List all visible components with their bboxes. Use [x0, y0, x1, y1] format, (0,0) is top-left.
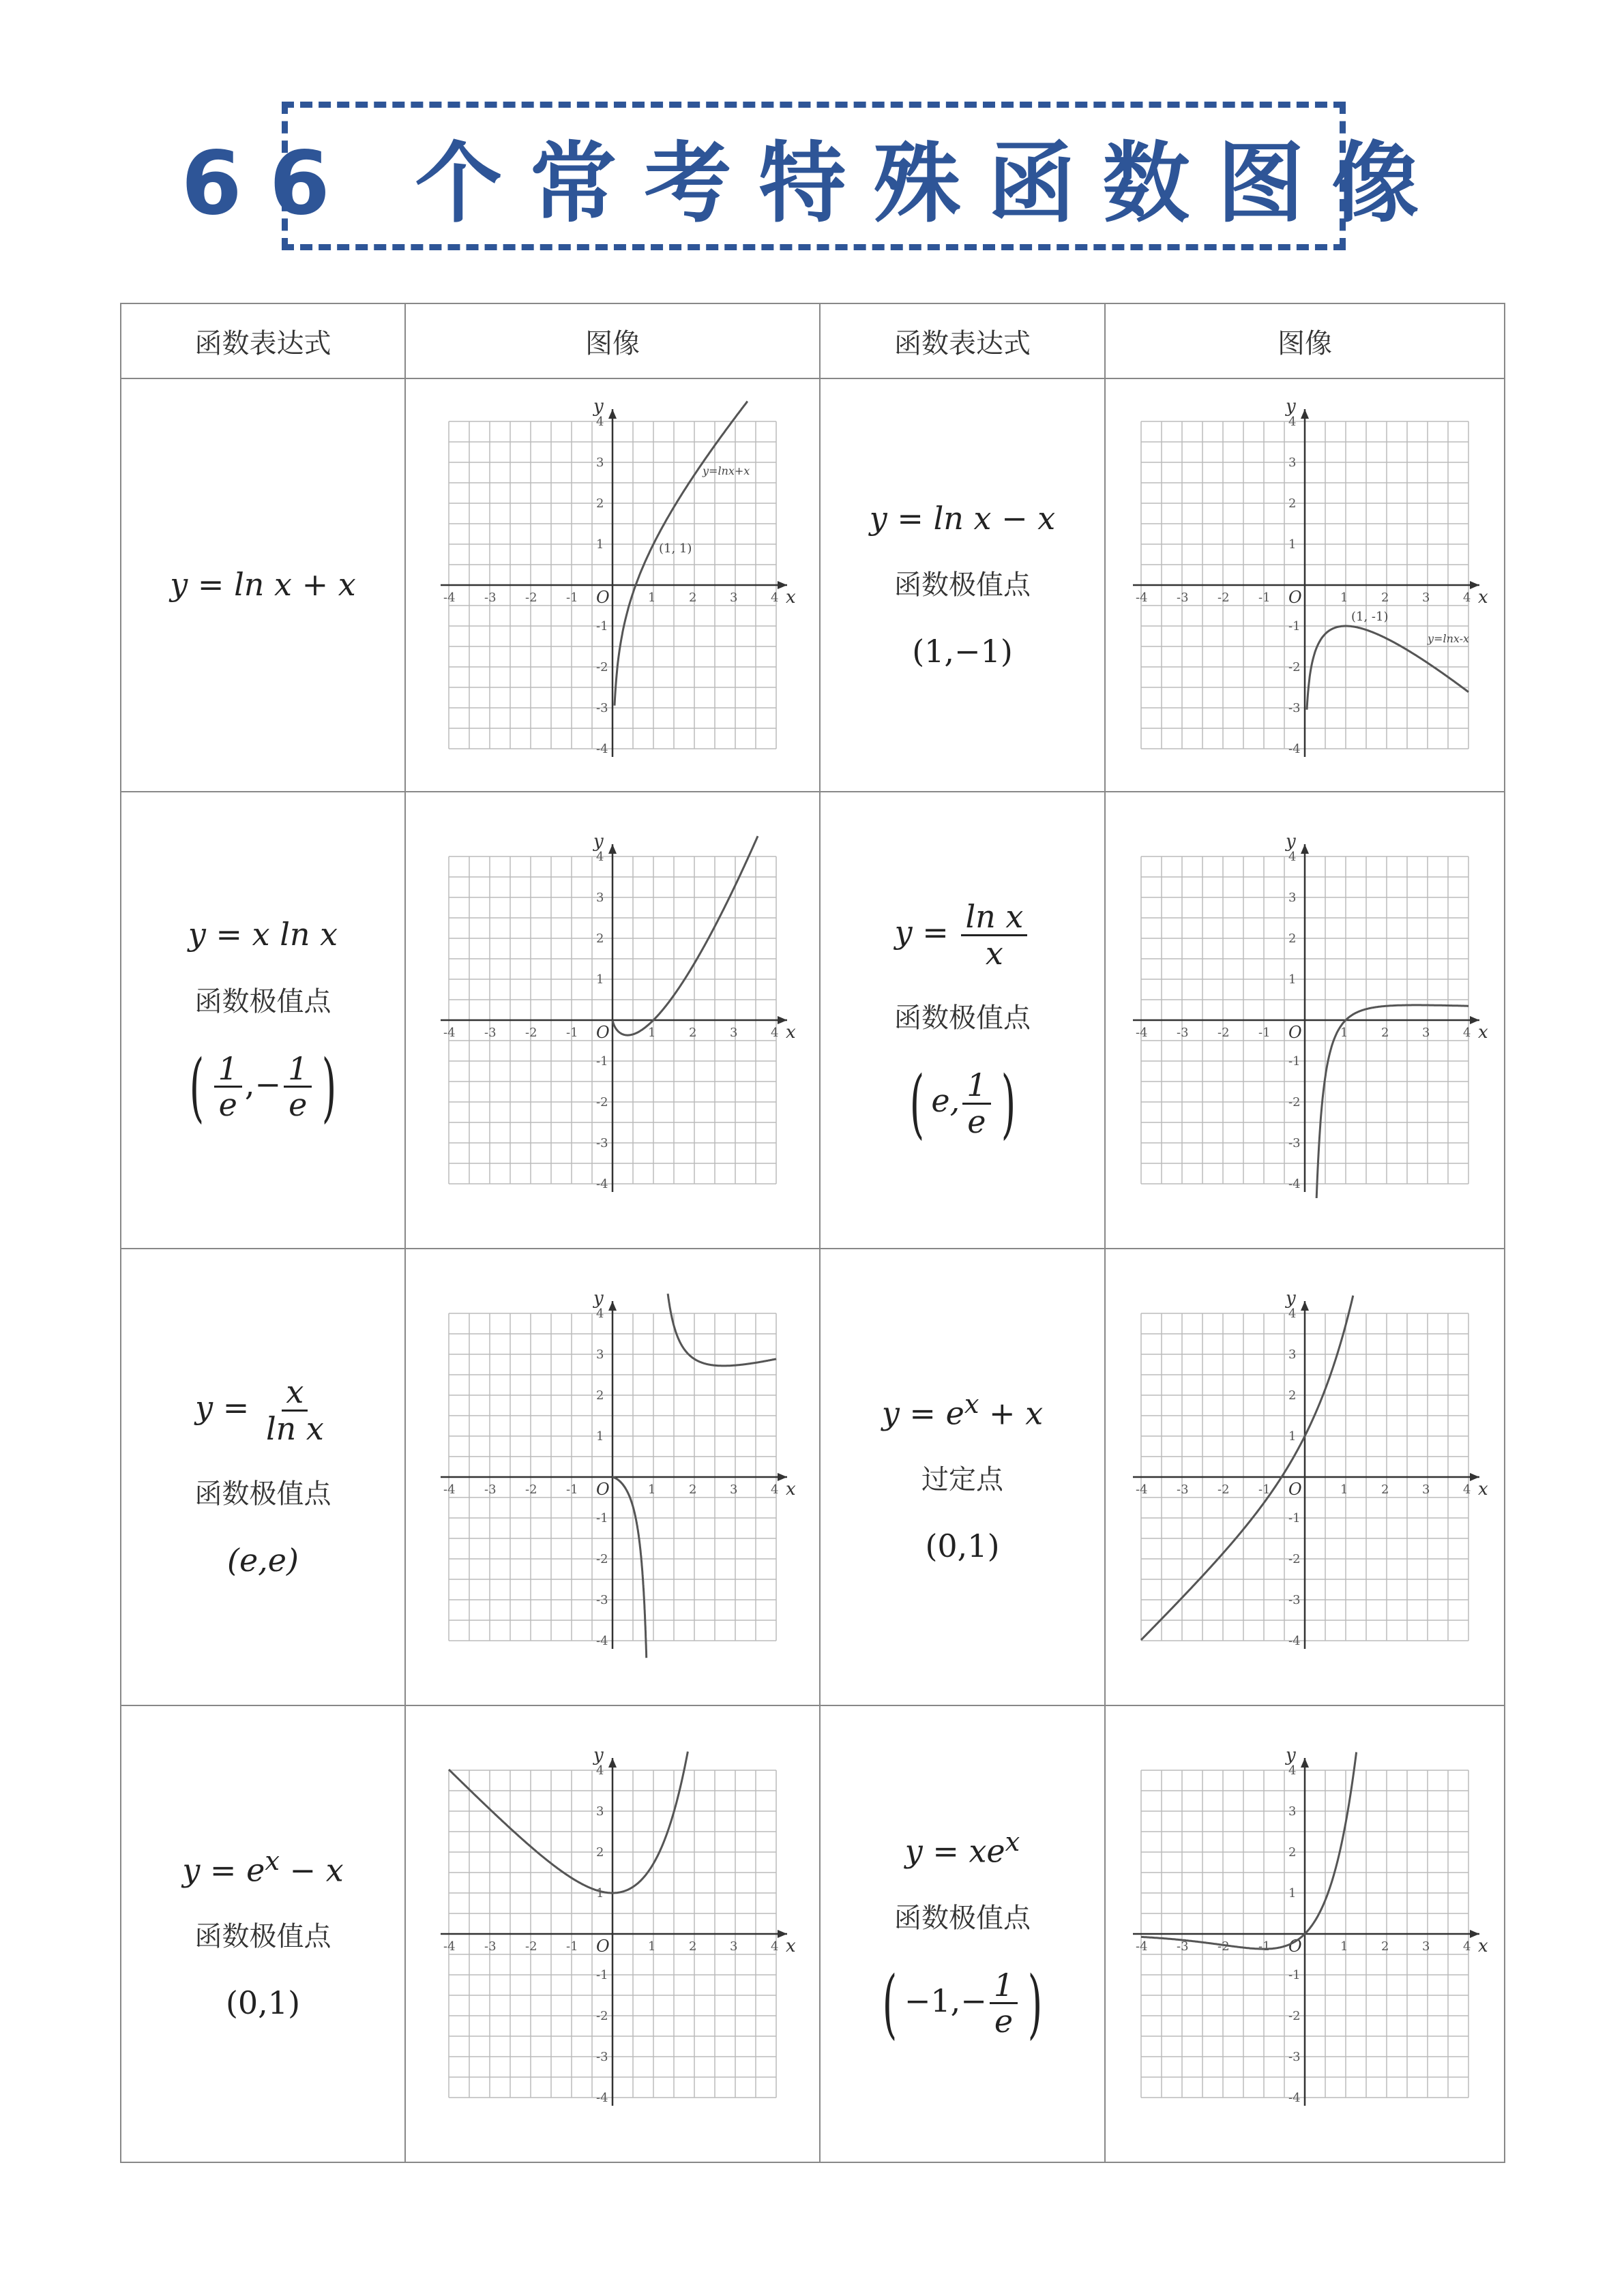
x-tick-label: 3: [1422, 591, 1430, 605]
graph-cell: [405, 378, 820, 792]
graph-cell: [1105, 1249, 1505, 1705]
y-tick-label: -2: [596, 660, 608, 674]
x-tick-label: -2: [525, 1482, 537, 1497]
x-axis-label: x: [1478, 587, 1488, 608]
header-expression-2: 函数表达式: [820, 303, 1105, 378]
y-tick-label: -3: [596, 701, 608, 715]
x-tick-label: 3: [1422, 1939, 1430, 1954]
note-label: 函数极值点: [194, 985, 331, 1017]
x-axis-label: x: [1478, 1022, 1488, 1043]
x-tick-label: 1: [1340, 1939, 1348, 1954]
y-tick-label: -4: [596, 1177, 608, 1191]
y-axis-arrow: [1301, 844, 1309, 854]
note-label: 过定点: [921, 1464, 1003, 1496]
graph-cell: [1105, 1705, 1505, 2162]
y-tick-label: -1: [596, 1054, 608, 1069]
curve-label: y=lnx+x: [703, 464, 750, 477]
x-tick-label: -3: [484, 1026, 497, 1040]
x-tick-label: 2: [1381, 591, 1389, 605]
origin-label: O: [596, 588, 610, 607]
x-tick-label: -1: [566, 1939, 578, 1954]
y-axis-label: y: [1286, 396, 1296, 417]
function-graph: [422, 394, 803, 776]
y-tick-label: 2: [596, 1845, 604, 1860]
y-tick-label: 4: [1288, 1307, 1297, 1321]
point-annotation: (1, 1): [659, 541, 692, 556]
y-tick-label: 4: [1288, 415, 1297, 429]
y-tick-label: 4: [596, 850, 604, 864]
x-tick-label: 4: [1463, 1939, 1471, 1954]
x-tick-label: -1: [1258, 1482, 1271, 1497]
origin-label: O: [1288, 1480, 1302, 1499]
x-tick-label: -1: [1258, 1026, 1271, 1040]
y-tick-label: 1: [596, 972, 604, 987]
x-tick-label: -3: [484, 591, 497, 605]
y-tick-label: -4: [1288, 742, 1301, 756]
y-axis-label: y: [1286, 1745, 1296, 1765]
graph-cell: [405, 1249, 820, 1705]
x-tick-label: 4: [771, 1026, 779, 1040]
header-image-2: 图像: [1105, 303, 1505, 378]
note-label: 函数极值点: [894, 1002, 1031, 1034]
x-axis-label: x: [1478, 1936, 1488, 1956]
y-axis-label: y: [593, 1745, 604, 1765]
y-tick-label: -2: [1288, 2009, 1301, 2023]
expression: $y = e^x + x$: [881, 1388, 1044, 1431]
point-value: ( −1,− $\frac{1}{e}$ ): [882, 1959, 1043, 2047]
x-tick-label: -4: [443, 1939, 456, 1954]
y-tick-label: 2: [1288, 496, 1297, 511]
y-tick-label: 3: [1288, 456, 1297, 470]
x-tick-label: 3: [1422, 1482, 1430, 1497]
y-tick-label: 1: [1288, 537, 1297, 552]
x-tick-label: -2: [1217, 591, 1230, 605]
x-tick-label: -3: [1177, 1482, 1189, 1497]
y-tick-label: 2: [1288, 1845, 1297, 1860]
y-tick-label: -3: [596, 2050, 608, 2064]
function-table: [120, 303, 1505, 2163]
graph-cell: [1105, 378, 1505, 792]
y-tick-label: -1: [1288, 1054, 1301, 1069]
x-tick-label: -1: [566, 1482, 578, 1497]
y-tick-label: -3: [1288, 1136, 1301, 1150]
expression-cell: [121, 1249, 405, 1705]
function-curve: [612, 1477, 647, 1658]
expression: $y = xe^x$: [904, 1827, 1020, 1870]
y-tick-label: 3: [596, 456, 604, 470]
expression: y = ln x + x: [170, 566, 356, 603]
expression-cell: [121, 378, 405, 792]
point-value: (0,1): [225, 1984, 301, 2022]
y-tick-label: -2: [596, 1552, 608, 1566]
table-header-row: [121, 303, 1505, 378]
x-tick-label: -2: [1217, 1026, 1230, 1040]
x-tick-label: -4: [443, 591, 456, 605]
x-tick-label: 2: [1381, 1939, 1389, 1954]
y-tick-label: -3: [1288, 1593, 1301, 1607]
y-tick-label: -2: [1288, 1095, 1301, 1109]
y-tick-label: 2: [596, 1388, 604, 1403]
x-axis-label: x: [786, 1479, 796, 1500]
y-tick-label: -4: [596, 742, 608, 756]
x-tick-label: 4: [771, 1939, 779, 1954]
expression: y = $\frac{\text{ln x}}{x}$: [821, 899, 1104, 970]
origin-label: O: [596, 1480, 610, 1499]
function-graph: [1114, 1272, 1496, 1682]
x-axis-label: x: [1478, 1479, 1488, 1500]
title-box: [181, 102, 1447, 250]
y-tick-label: -4: [596, 1634, 608, 1648]
x-tick-label: 4: [771, 1482, 779, 1497]
function-graph: [422, 816, 803, 1225]
y-tick-label: 1: [1288, 972, 1297, 987]
x-tick-label: 4: [1463, 1026, 1471, 1040]
function-curve: [449, 1752, 688, 1893]
graph-cell: [405, 792, 820, 1249]
x-tick-label: -4: [1136, 1026, 1148, 1040]
y-tick-label: -3: [1288, 2050, 1301, 2064]
y-tick-label: 4: [596, 415, 604, 429]
expression: y = x ln x: [188, 916, 338, 953]
y-axis-arrow: [608, 1758, 617, 1768]
y-tick-label: -2: [1288, 1552, 1301, 1566]
table-row: [121, 378, 1505, 792]
x-tick-label: 1: [648, 1026, 656, 1040]
y-tick-label: 2: [1288, 1388, 1297, 1403]
y-tick-label: 1: [596, 1886, 604, 1900]
y-axis-label: y: [1286, 831, 1296, 852]
function-graph: [422, 1729, 803, 2138]
function-graph: [1114, 1729, 1496, 2138]
expression: y = $\frac{x}{\text{ln x}}$: [195, 1373, 324, 1447]
y-tick-label: 1: [1288, 1886, 1297, 1900]
x-tick-label: -4: [443, 1026, 456, 1040]
function-curve: [612, 836, 758, 1035]
x-tick-label: -4: [1136, 1939, 1148, 1954]
y-tick-label: -4: [596, 2091, 608, 2105]
x-tick-label: -4: [1136, 1482, 1148, 1497]
x-tick-label: 1: [648, 591, 656, 605]
y-tick-label: 3: [1288, 1347, 1297, 1362]
origin-label: O: [1288, 1937, 1302, 1956]
origin-label: O: [1288, 588, 1302, 607]
y-tick-label: -1: [596, 1968, 608, 1982]
y-axis-arrow: [1301, 1301, 1309, 1311]
x-tick-label: -4: [1136, 591, 1148, 605]
function-curve: [1141, 1753, 1357, 1950]
origin-label: O: [596, 1023, 610, 1042]
x-tick-label: -4: [443, 1482, 456, 1497]
x-tick-label: 4: [1463, 1482, 1471, 1497]
y-tick-label: 1: [596, 1429, 604, 1444]
y-tick-label: -4: [1288, 2091, 1301, 2105]
note-label: 函数极值点: [194, 1478, 331, 1510]
expression-cell: [820, 1705, 1105, 2162]
function-curve: [1141, 1296, 1353, 1640]
expression-cell: [820, 792, 1105, 1249]
x-tick-label: 3: [730, 1026, 738, 1040]
x-tick-label: -1: [566, 1026, 578, 1040]
point-value: (e,e): [227, 1541, 299, 1579]
x-tick-label: 2: [689, 1482, 697, 1497]
origin-label: O: [596, 1937, 610, 1956]
table-row: [121, 1705, 1505, 2162]
y-tick-label: 2: [596, 931, 604, 946]
x-tick-label: 4: [1463, 591, 1471, 605]
y-axis-label: y: [593, 1288, 604, 1309]
x-tick-label: 2: [689, 1939, 697, 1954]
y-axis-arrow: [608, 1301, 617, 1311]
x-tick-label: -1: [566, 591, 578, 605]
curve-label: y=lnx-x: [1428, 632, 1470, 645]
y-tick-label: -2: [596, 1095, 608, 1109]
y-tick-label: -1: [596, 619, 608, 633]
x-axis-label: x: [786, 587, 796, 608]
x-tick-label: -1: [1258, 591, 1271, 605]
header-expression-1: 函数表达式: [121, 303, 405, 378]
x-tick-label: -2: [1217, 1939, 1230, 1954]
x-axis-label: x: [786, 1936, 796, 1956]
table-row: [121, 792, 1505, 1249]
x-tick-label: 2: [1381, 1026, 1389, 1040]
x-tick-label: 3: [730, 1939, 738, 1954]
point-value: ( e, $\frac{1}{e}$ ): [909, 1060, 1016, 1148]
y-tick-label: -3: [1288, 701, 1301, 715]
y-tick-label: 1: [596, 537, 604, 552]
y-tick-label: 2: [1288, 931, 1297, 946]
y-tick-label: 1: [1288, 1429, 1297, 1444]
function-curve: [668, 1294, 776, 1366]
x-tick-label: 1: [648, 1939, 656, 1954]
x-tick-label: 3: [1422, 1026, 1430, 1040]
expression-cell: [820, 1249, 1105, 1705]
page-title: 66 个常考特殊函数图像: [181, 133, 1447, 235]
x-tick-label: -1: [1258, 1939, 1271, 1954]
point-value: (0,1): [925, 1527, 1000, 1565]
x-tick-label: 4: [771, 591, 779, 605]
x-tick-label: 3: [730, 1482, 738, 1497]
y-tick-label: -4: [1288, 1177, 1301, 1191]
y-tick-label: 3: [1288, 891, 1297, 905]
y-tick-label: 3: [596, 891, 604, 905]
expression: y = ln x − x: [869, 499, 1056, 537]
y-tick-label: 4: [596, 1763, 604, 1778]
point-annotation: (1, -1): [1351, 610, 1389, 624]
graph-cell: [1105, 792, 1505, 1249]
x-tick-label: -2: [1217, 1482, 1230, 1497]
y-axis-arrow: [608, 844, 617, 854]
expression-cell: [820, 378, 1105, 792]
x-tick-label: 1: [1340, 1026, 1348, 1040]
expression-cell: [121, 792, 405, 1249]
x-tick-label: 2: [1381, 1482, 1389, 1497]
x-tick-label: 1: [1340, 1482, 1348, 1497]
note-label: 函数极值点: [894, 569, 1031, 601]
x-tick-label: -3: [1177, 1939, 1189, 1954]
point-value: (1,−1): [912, 633, 1013, 670]
y-tick-label: -1: [1288, 1968, 1301, 1982]
y-tick-label: -3: [596, 1593, 608, 1607]
note-label: 函数极值点: [894, 1902, 1031, 1934]
y-axis-arrow: [1301, 1758, 1309, 1768]
y-axis-arrow: [608, 409, 617, 419]
y-tick-label: 3: [596, 1804, 604, 1819]
x-tick-label: 1: [1340, 591, 1348, 605]
y-tick-label: -3: [596, 1136, 608, 1150]
function-graph: [422, 1272, 803, 1682]
graph-cell: [405, 1705, 820, 2162]
y-axis-label: y: [593, 831, 604, 852]
y-tick-label: -1: [596, 1511, 608, 1525]
x-tick-label: -3: [1177, 591, 1189, 605]
y-tick-label: 3: [596, 1347, 604, 1362]
function-graph: [1114, 816, 1496, 1225]
x-tick-label: 2: [689, 1026, 697, 1040]
expression: $y = e^x - x$: [182, 1845, 344, 1888]
x-tick-label: -3: [484, 1939, 497, 1954]
expression-cell: [121, 1705, 405, 2162]
y-tick-label: -4: [1288, 1634, 1301, 1648]
x-tick-label: -2: [525, 1026, 537, 1040]
y-tick-label: -1: [1288, 1511, 1301, 1525]
y-tick-label: 4: [596, 1307, 604, 1321]
x-tick-label: 3: [730, 591, 738, 605]
x-tick-label: 1: [648, 1482, 656, 1497]
y-tick-label: -2: [1288, 660, 1301, 674]
x-tick-label: -3: [484, 1482, 497, 1497]
y-tick-label: 4: [1288, 850, 1297, 864]
origin-label: O: [1288, 1023, 1302, 1042]
y-axis-label: y: [1286, 1288, 1296, 1309]
note-label: 函数极值点: [194, 1921, 331, 1953]
y-tick-label: 2: [596, 496, 604, 511]
header-image-1: 图像: [405, 303, 820, 378]
y-tick-label: 3: [1288, 1804, 1297, 1819]
y-axis-arrow: [1301, 409, 1309, 419]
table-row: [121, 1249, 1505, 1705]
function-graph: [1114, 394, 1496, 776]
x-tick-label: -2: [525, 591, 537, 605]
x-axis-label: x: [786, 1022, 796, 1043]
y-tick-label: -2: [596, 2009, 608, 2023]
y-axis-label: y: [593, 396, 604, 417]
x-tick-label: -3: [1177, 1026, 1189, 1040]
x-tick-label: -2: [525, 1939, 537, 1954]
y-tick-label: -1: [1288, 619, 1301, 633]
y-tick-label: 4: [1288, 1763, 1297, 1778]
x-tick-label: 2: [689, 591, 697, 605]
point-value: ( $\frac{1}{e}$ ,− $\frac{1}{e}$ ): [189, 1043, 337, 1131]
